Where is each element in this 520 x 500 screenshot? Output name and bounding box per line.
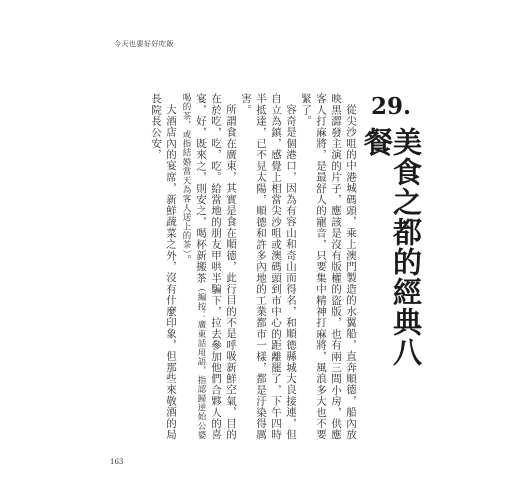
- paragraph: [178, 93, 238, 444]
- chapter-title: [360, 93, 423, 373]
- paragraph-text: 所謂食在廣東，其實是食在順德，此行目的不是呼吸新鮮空氣，目的在於吃，吃，吃。給當地的朋友甲哄半騙下，拉去參加他們合夥人的喜宴，好，既來之，則安之，喝杯新搬茶: [195, 93, 237, 441]
- paragraph: 容奇是個港口，因為有容山和奇山而得名，和順德縣城大良接連，但自立為鎮，感覺上相當尖沙咀或澳碼頭到市中心的距離罷了，下午四時半抵達，已不見太陽，順德和許多內地的工業都市一樣，都是汙染得厲害。: [240, 93, 297, 441]
- editor-note: （編按：廣東話用語，指認歸逆始公婆喝的茶，或指結婚當天為客人送上的茶）: [181, 93, 206, 440]
- paragraph: 從尖沙咀的中港城碼頭，乘上澳門製造的水翼船，直奔順德，船內放映黑澀發主演的片子，應該是沒有版權的盜版，也有兩三間小房，供應客人打麻將，是最舒人的寵音，只要集中精神打麻將，風浪多大也不要緊了。: [300, 93, 357, 441]
- paragraph-tail: 。: [180, 254, 192, 266]
- body-text: [147, 93, 358, 444]
- page-number: 163: [110, 458, 124, 466]
- chapter-number: 29.: [370, 93, 411, 120]
- running-head: 今天也要好好吃飯: [114, 40, 174, 48]
- chapter-heading: 美食之都的經典八餐: [360, 127, 423, 367]
- paragraph: 大酒店內的宴席，新鮮蔬菜之外，沒有什麼印象，但那些來敬酒的局長院長公安，: [150, 93, 177, 440]
